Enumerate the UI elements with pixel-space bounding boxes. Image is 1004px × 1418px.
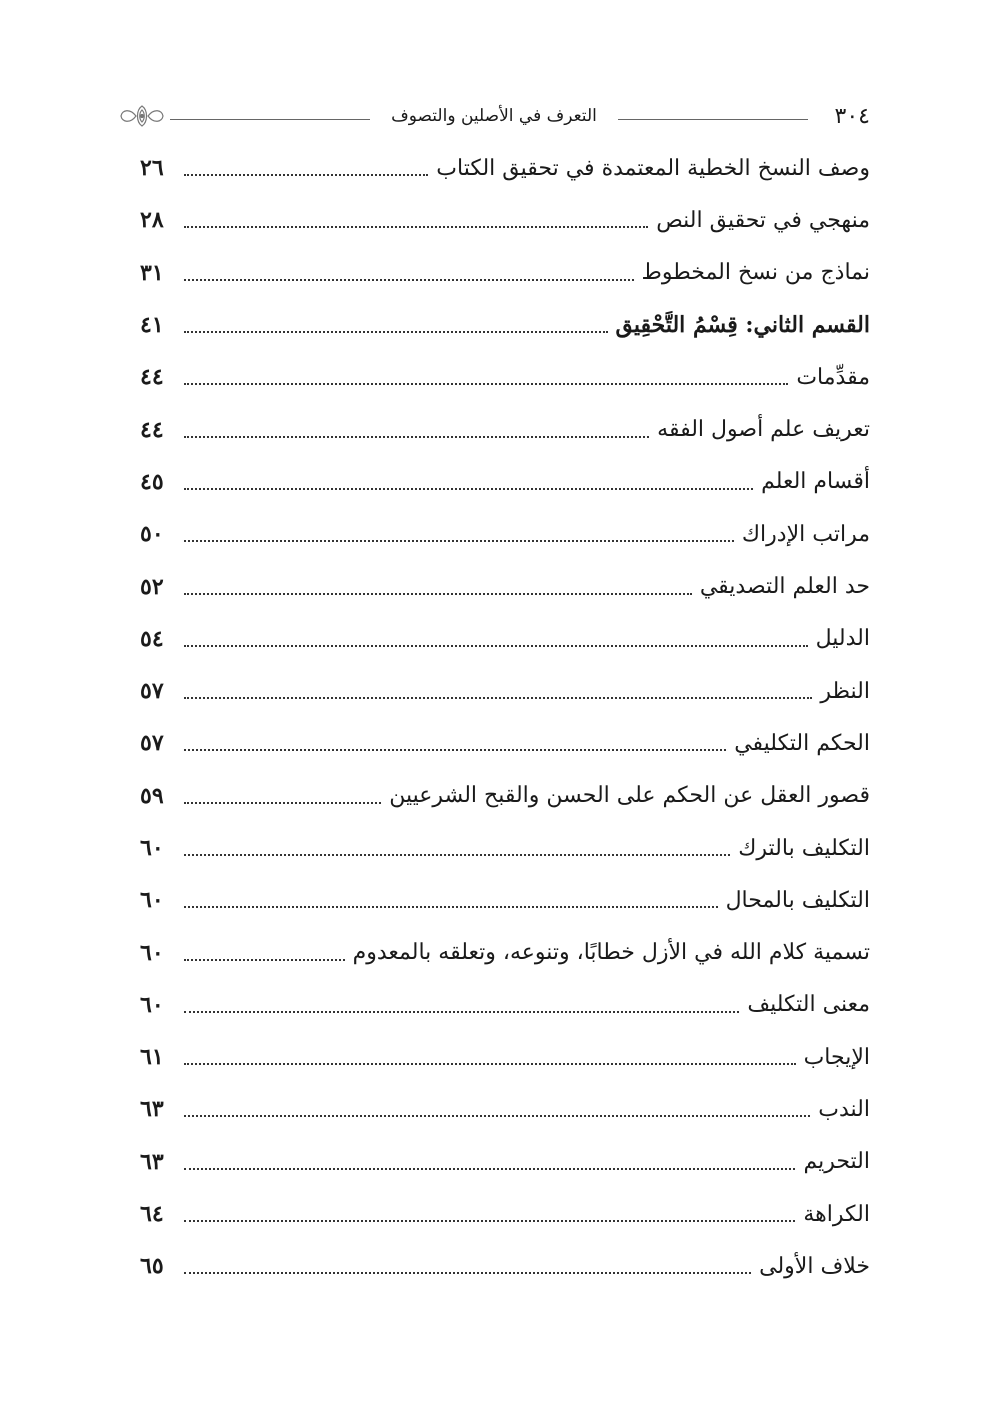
- toc-entry: [140, 822, 870, 874]
- toc-entry-title: مراتب الإدراك: [741, 521, 870, 547]
- toc-entry: [140, 1031, 870, 1083]
- toc-entry-page-number: ٦٠: [140, 835, 164, 861]
- dot-leader: [184, 1063, 796, 1065]
- dot-leader: [184, 540, 734, 542]
- toc-entry-title: منهجي في تحقيق النص: [656, 207, 870, 233]
- toc-entry-page-number: ٦١: [140, 1044, 164, 1071]
- dot-leader: [184, 1220, 795, 1222]
- floral-ornament-icon: [118, 102, 166, 130]
- header-rule-right: [618, 119, 808, 120]
- toc-entry-page-number: ٢٨: [140, 207, 164, 234]
- toc-entry-page-number: ٦٠: [140, 991, 164, 1018]
- dot-leader: [184, 749, 726, 751]
- dot-leader: [184, 959, 345, 961]
- toc-entry-title: حد العلم التصديقي: [699, 574, 870, 600]
- toc-entry-page-number: ٣١: [140, 259, 164, 286]
- dot-leader: [184, 226, 648, 228]
- dot-leader: [184, 645, 808, 647]
- toc-entry: [140, 194, 870, 246]
- toc-entry: [140, 665, 870, 717]
- toc-entry: [140, 1083, 870, 1135]
- toc-entry-title: مقدِّمات: [796, 364, 870, 390]
- toc-entry-page-number: ٦٣: [140, 1096, 164, 1123]
- page-number: ٣٠٤: [834, 104, 870, 129]
- toc-entry-title: نماذج من نسخ المخطوط: [641, 260, 870, 286]
- toc-entry-title: التكليف بالمحال: [725, 887, 870, 913]
- dot-leader: [184, 1168, 795, 1170]
- dot-leader: [184, 1272, 751, 1274]
- toc-entry: [140, 142, 870, 194]
- toc-entry: [140, 403, 870, 455]
- toc-entry-page-number: ٢٦: [140, 155, 164, 182]
- toc-entry-page-number: ٥٧: [140, 730, 164, 757]
- toc-entry-title: الكراهة: [803, 1201, 870, 1227]
- toc-entry-page-number: ٥٧: [140, 678, 164, 705]
- toc-entry-page-number: ٦٠: [140, 939, 164, 966]
- toc-entry-page-number: ٥٤: [140, 625, 164, 652]
- dot-leader: [184, 697, 812, 699]
- toc-entry: [140, 1136, 870, 1188]
- dot-leader: [184, 331, 608, 333]
- toc-entry-title: التكليف بالترك: [738, 835, 870, 861]
- toc-entry-page-number: ٦٤: [140, 1201, 164, 1228]
- toc-entry-title: قصور العقل عن الحكم على الحسن والقبح الشرعيين: [389, 783, 870, 809]
- toc-entry-page-number: ٦٣: [140, 1148, 164, 1175]
- toc-entry-title: تعريف علم أصول الفقه: [657, 417, 870, 443]
- toc-entry-title: الندب: [818, 1096, 870, 1122]
- toc-entry-title: خلاف الأولى: [759, 1253, 870, 1279]
- toc-entry: [140, 1188, 870, 1240]
- table-of-contents: [140, 142, 870, 1293]
- toc-entry-page-number: ٤١: [140, 312, 164, 339]
- toc-entry-title: الحكم التكليفي: [734, 730, 870, 756]
- toc-entry-title: القسم الثاني: قِسْمُ التَّحْقِيق: [615, 312, 870, 339]
- toc-entry: [140, 1240, 870, 1292]
- toc-entry: [140, 247, 870, 299]
- toc-entry: [140, 717, 870, 769]
- header-rule-left: [170, 119, 370, 120]
- toc-entry-page-number: ٥٢: [140, 573, 164, 600]
- toc-entry-title: النظر: [820, 678, 870, 704]
- dot-leader: [184, 436, 649, 438]
- toc-entry: [140, 979, 870, 1031]
- toc-entry: [140, 508, 870, 560]
- toc-entry-page-number: ٤٥: [140, 468, 164, 495]
- toc-entry-title: التحريم: [803, 1149, 870, 1175]
- toc-entry: [140, 874, 870, 926]
- toc-entry-page-number: ٦٥: [140, 1253, 164, 1280]
- toc-entry: [140, 299, 870, 351]
- dot-leader: [184, 383, 788, 385]
- toc-entry-page-number: ٤٤: [140, 416, 164, 443]
- running-header: [118, 100, 870, 136]
- dot-leader: [184, 488, 753, 490]
- toc-entry: [140, 926, 870, 978]
- toc-entry-page-number: ٥٠: [140, 521, 164, 548]
- toc-entry-title: تسمية كلام الله في الأزل خطابًا، وتنوعه، وتعلقه بالمعدوم: [352, 940, 870, 966]
- toc-entry: [140, 770, 870, 822]
- toc-entry: [140, 351, 870, 403]
- dot-leader: [184, 906, 718, 908]
- dot-leader: [184, 854, 730, 856]
- toc-entry-title: معنى التكليف: [747, 992, 870, 1018]
- toc-entry: [140, 613, 870, 665]
- book-title: التعرف في الأصلين والتصوف: [391, 106, 597, 126]
- toc-entry: [140, 456, 870, 508]
- dot-leader: [184, 1115, 810, 1117]
- toc-entry-page-number: ٤٤: [140, 364, 164, 391]
- toc-entry-title: وصف النسخ الخطية المعتمدة في تحقيق الكتاب: [436, 155, 870, 181]
- dot-leader: [184, 1011, 739, 1013]
- dot-leader: [184, 279, 634, 281]
- toc-entry-page-number: ٥٩: [140, 782, 164, 809]
- toc-entry-title: الدليل: [815, 626, 870, 652]
- toc-entry: [140, 560, 870, 612]
- toc-entry-title: أقسام العلم: [761, 469, 870, 495]
- toc-entry-page-number: ٦٠: [140, 887, 164, 914]
- toc-entry-title: الإيجاب: [803, 1044, 870, 1070]
- dot-leader: [184, 802, 381, 804]
- dot-leader: [184, 593, 692, 595]
- dot-leader: [184, 174, 428, 176]
